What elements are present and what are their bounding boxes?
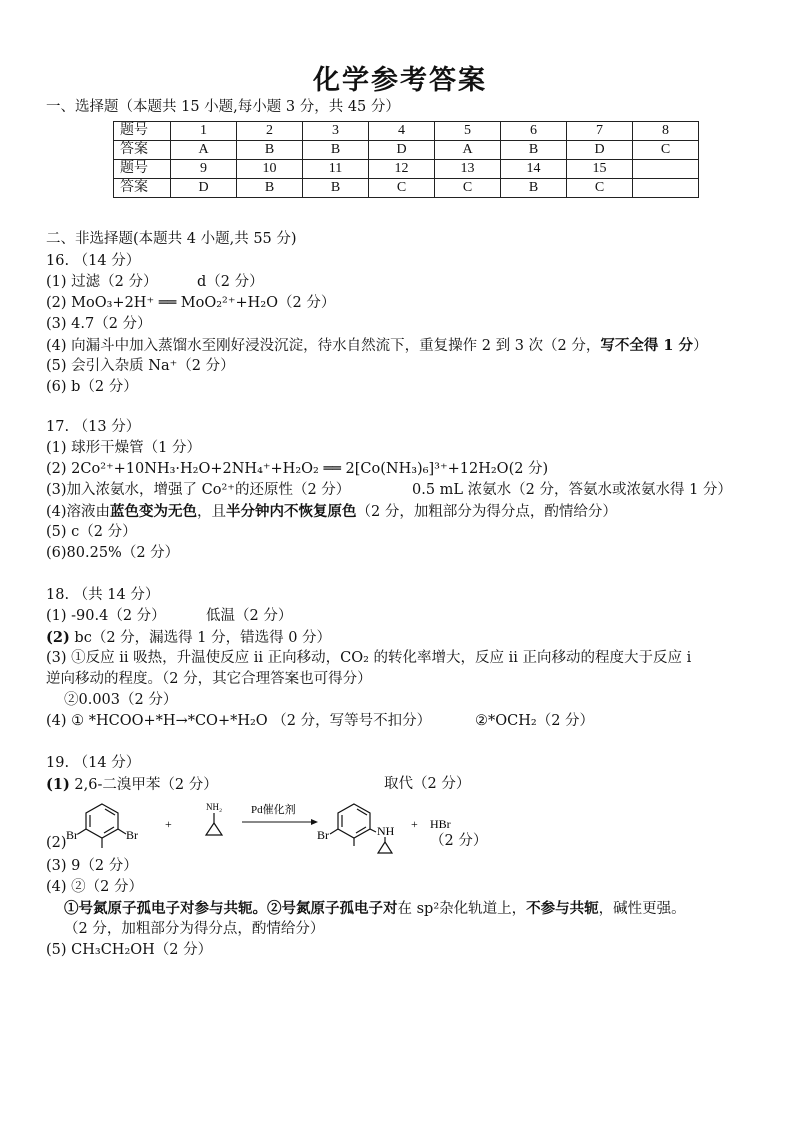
page-title: 化学参考答案 [313, 65, 487, 96]
table-cell: 3 [303, 122, 369, 141]
section-2-heading: 二、非选择题(本题共 4 小题,共 55 分) [46, 231, 297, 247]
q17-answer-3b: 0.5 mL 浓氨水（2 分，答氨水或浓氨水得 1 分） [412, 482, 732, 498]
q19-answer-2a: (2) [46, 835, 67, 851]
table-row [114, 141, 699, 160]
table-cell: C [567, 179, 633, 198]
q17-answer-6: (6)80.25%（2 分） [46, 545, 180, 561]
reactant-br-left: Br [66, 828, 78, 842]
q18-answer-1b: 低温（2 分） [206, 608, 293, 624]
table-cell: 10 [237, 160, 303, 179]
table-cell: 7 [567, 122, 633, 141]
table-cell: 13 [435, 160, 501, 179]
plus-sign-1: + [165, 817, 172, 831]
table-cell: A [435, 141, 501, 160]
amine-nh2-label: NH₂ [206, 802, 223, 812]
q19-answer-5: (5) CH₃CH₂OH（2 分） [46, 942, 213, 958]
table-cell: 4 [369, 122, 435, 141]
q18-answer-3b: 逆向移动的程度。（2 分，其它合理答案也可得分） [46, 671, 372, 687]
table-cell [633, 160, 699, 179]
table-cell: D [369, 141, 435, 160]
table-cell: B [501, 179, 567, 198]
table-cell: 2 [237, 122, 303, 141]
table-cell: 15 [567, 160, 633, 179]
table-cell: C [369, 179, 435, 198]
q16-answer-3: (3) 4.7（2 分） [46, 316, 152, 332]
cyclopropane-ring [206, 813, 222, 835]
q18-answer-1a: (1) -90.4（2 分） [46, 608, 166, 624]
catalyst-label: Pd催化剂 [251, 804, 296, 816]
q19-answer-1b: 取代（2 分） [384, 776, 471, 792]
q18-answer-4b: ②*OCH₂（2 分） [475, 713, 595, 729]
q17-answer-4: (4)溶液由蓝色变为无色，且半分钟内不恢复原色（2 分，加粗部分为得分点，酌情给分） [46, 503, 617, 520]
product-nh-label: NH [377, 824, 395, 838]
table-cell: D [567, 141, 633, 160]
table-cell: B [303, 141, 369, 160]
q16-answer-4: (4) 向漏斗中加入蒸馏水至刚好浸没沉淀，待水自然流下，重复操作 2 到 3 次（2 分，写不全得 1 分） [46, 337, 708, 354]
table-cell: A [171, 141, 237, 160]
q17-heading: 17. （13 分） [46, 419, 141, 435]
q17-answer-2: (2) 2Co²⁺+10NH₃·H₂O+2NH₄⁺+H₂O₂ ══ 2[Co(NH₃)₆]³⁺+12H₂O(2 分) [46, 461, 549, 477]
hbr-label: HBr [430, 817, 451, 831]
answer-table [113, 121, 699, 198]
plus-sign-2: + [411, 817, 418, 831]
q18-answer-4a: (4) ① *HCOO+*H→*CO+*H₂O （2 分，写等号不扣分） [46, 713, 432, 729]
reaction-arrow [242, 819, 318, 825]
q19-answer-4-note: （2 分，加粗部分为得分点，酌情给分） [64, 921, 325, 937]
table-cell: 6 [501, 122, 567, 141]
table-row-header: 题号 [114, 160, 171, 179]
q17-answer-3a: (3)加入浓氨水，增强了 Co²⁺的还原性（2 分） [46, 482, 351, 498]
q19-answer-1a: (1) 2,6-二溴甲苯（2 分） [46, 776, 218, 793]
q18-answer-3a: (3) ①反应 ii 吸热，升温使反应 ii 正向移动，CO₂ 的转化率增大，反应 ii 正向移动的程度大于反应 i [46, 650, 692, 666]
q16-answer-5: (5) 会引入杂质 Na⁺（2 分） [46, 358, 235, 374]
table-cell: D [171, 179, 237, 198]
q16-answer-6: (6) b（2 分） [46, 379, 138, 395]
table-cell [633, 179, 699, 198]
table-cell: 8 [633, 122, 699, 141]
table-cell: 11 [303, 160, 369, 179]
table-row-header: 答案 [114, 141, 171, 160]
q16-heading: 16. （14 分） [46, 253, 141, 269]
product-br: Br [317, 828, 329, 842]
table-cell: 12 [369, 160, 435, 179]
reactant-benzene-ring [78, 804, 126, 848]
q18-answer-3c: ②0.003（2 分） [64, 692, 178, 708]
table-cell: 14 [501, 160, 567, 179]
table-cell: B [303, 179, 369, 198]
reactant-br-right: Br [126, 828, 138, 842]
table-cell: C [633, 141, 699, 160]
table-row [114, 179, 699, 198]
section-1-heading: 一、选择题（本题共 15 小题,每小题 3 分，共 45 分） [46, 99, 400, 115]
table-row [114, 160, 699, 179]
table-cell: C [435, 179, 501, 198]
q19-answer-2b: （2 分） [430, 833, 488, 849]
q17-answer-5: (5) c（2 分） [46, 524, 137, 540]
q16-answer-2: (2) MoO₃+2H⁺ ══ MoO₂²⁺+H₂O（2 分） [46, 295, 336, 311]
table-cell: B [237, 141, 303, 160]
table-cell: 1 [171, 122, 237, 141]
table-cell: 5 [435, 122, 501, 141]
q19-heading: 19. （14 分） [46, 755, 141, 771]
q18-answer-2: (2) bc（2 分，漏选得 1 分，错选得 0 分） [46, 629, 332, 646]
q19-answer-3: (3) 9（2 分） [46, 858, 138, 874]
table-row-header: 题号 [114, 122, 171, 141]
q18-heading: 18. （共 14 分） [46, 587, 160, 603]
q16-answer-1b: d（2 分） [197, 274, 264, 290]
table-cell: B [501, 141, 567, 160]
q19-answer-4: (4) ②（2 分） [46, 879, 143, 895]
table-cell: B [237, 179, 303, 198]
q16-answer-1a: (1) 过滤（2 分） [46, 274, 158, 290]
q17-answer-1: (1) 球形干燥管（1 分） [46, 440, 201, 456]
table-row-header: 答案 [114, 179, 171, 198]
table-cell: 9 [171, 160, 237, 179]
q19-answer-4-explanation: ①号氮原子孤电子对参与共轭。②号氮原子孤电子对在 sp²杂化轨道上，不参与共轭，碱性更强。 [64, 900, 686, 917]
table-row [114, 122, 699, 141]
